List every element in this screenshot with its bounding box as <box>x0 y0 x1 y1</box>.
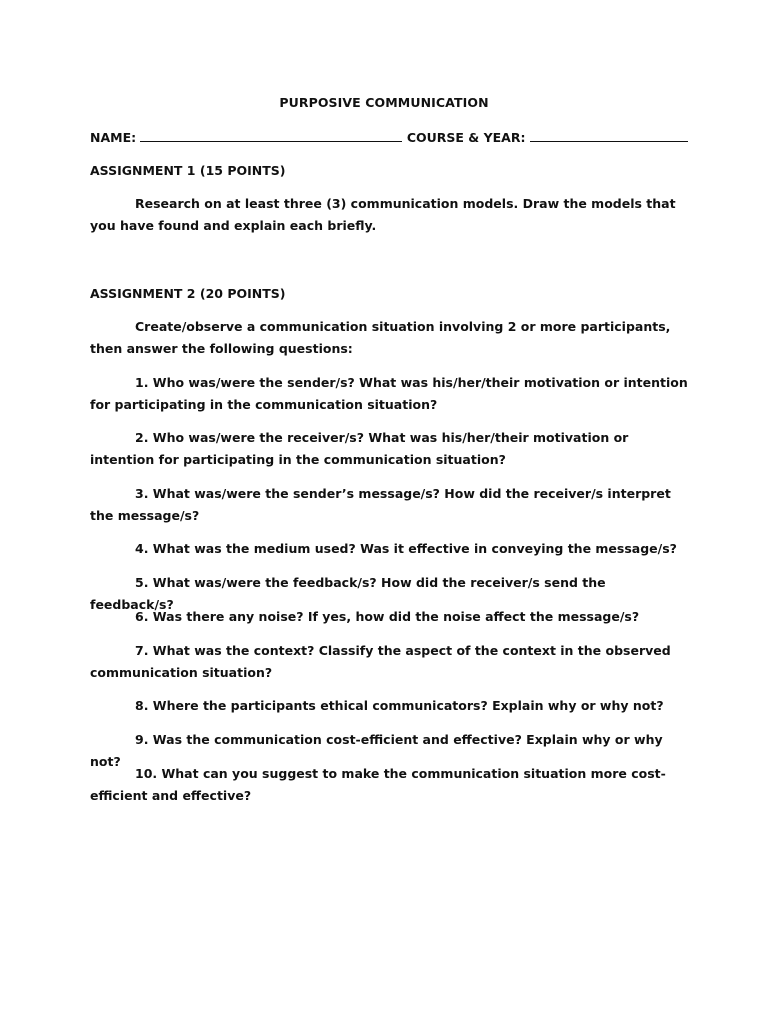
question-text: 4. What was the medium used? Was it effective in conveying the message/s? <box>135 541 677 556</box>
question-text: 8. Where the participants ethical communicators? Explain why or why not? <box>135 698 664 713</box>
assignment1-text-content: Research on at least three (3) communication models. Draw the models that you have found and explain each briefly. <box>90 196 676 233</box>
question-item <box>90 640 690 684</box>
course-year-blank[interactable] <box>530 129 688 142</box>
question-item <box>90 763 690 807</box>
assignment1-heading: ASSIGNMENT 1 (15 POINTS) <box>90 163 286 178</box>
question-text: 6. Was there any noise? If yes, how did the noise affect the message/s? <box>135 609 640 624</box>
assignment1-text <box>90 193 690 237</box>
question-text: 9. Was the communication cost-efficient and effective? Explain why or why not? <box>90 732 663 769</box>
question-text: 3. What was/were the sender’s message/s? How did the receiver/s interpret the message/s? <box>90 486 671 523</box>
assignment2-intro <box>90 316 690 360</box>
question-item <box>90 695 690 717</box>
question-text: 5. What was/were the feedback/s? How did the receiver/s send the feedback/s? <box>90 575 606 612</box>
question-item <box>90 538 690 560</box>
question-text: 10. What can you suggest to make the communication situation more cost-efficient and effective? <box>90 766 666 803</box>
assignment2-intro-content: Create/observe a communication situation involving 2 or more participants, then answer the following questions: <box>90 319 671 356</box>
question-text: 2. Who was/were the receiver/s? What was his/her/their motivation or intention for participating in the communication situation? <box>90 430 629 467</box>
question-item <box>90 483 690 527</box>
name-blank[interactable] <box>140 129 402 142</box>
name-label: NAME: <box>90 130 137 145</box>
question-item <box>90 606 690 628</box>
name-course-line <box>90 127 690 149</box>
question-text: 7. What was the context? Classify the aspect of the context in the observed communication situation? <box>90 643 671 680</box>
document-title: PURPOSIVE COMMUNICATION <box>279 95 489 110</box>
question-text: 1. Who was/were the sender/s? What was his/her/their motivation or intention for participating in the communication situation? <box>90 375 688 412</box>
question-item <box>90 427 690 471</box>
course-year-label: COURSE & YEAR: <box>406 130 526 145</box>
question-item <box>90 372 690 416</box>
assignment2-heading: ASSIGNMENT 2 (20 POINTS) <box>90 286 286 301</box>
